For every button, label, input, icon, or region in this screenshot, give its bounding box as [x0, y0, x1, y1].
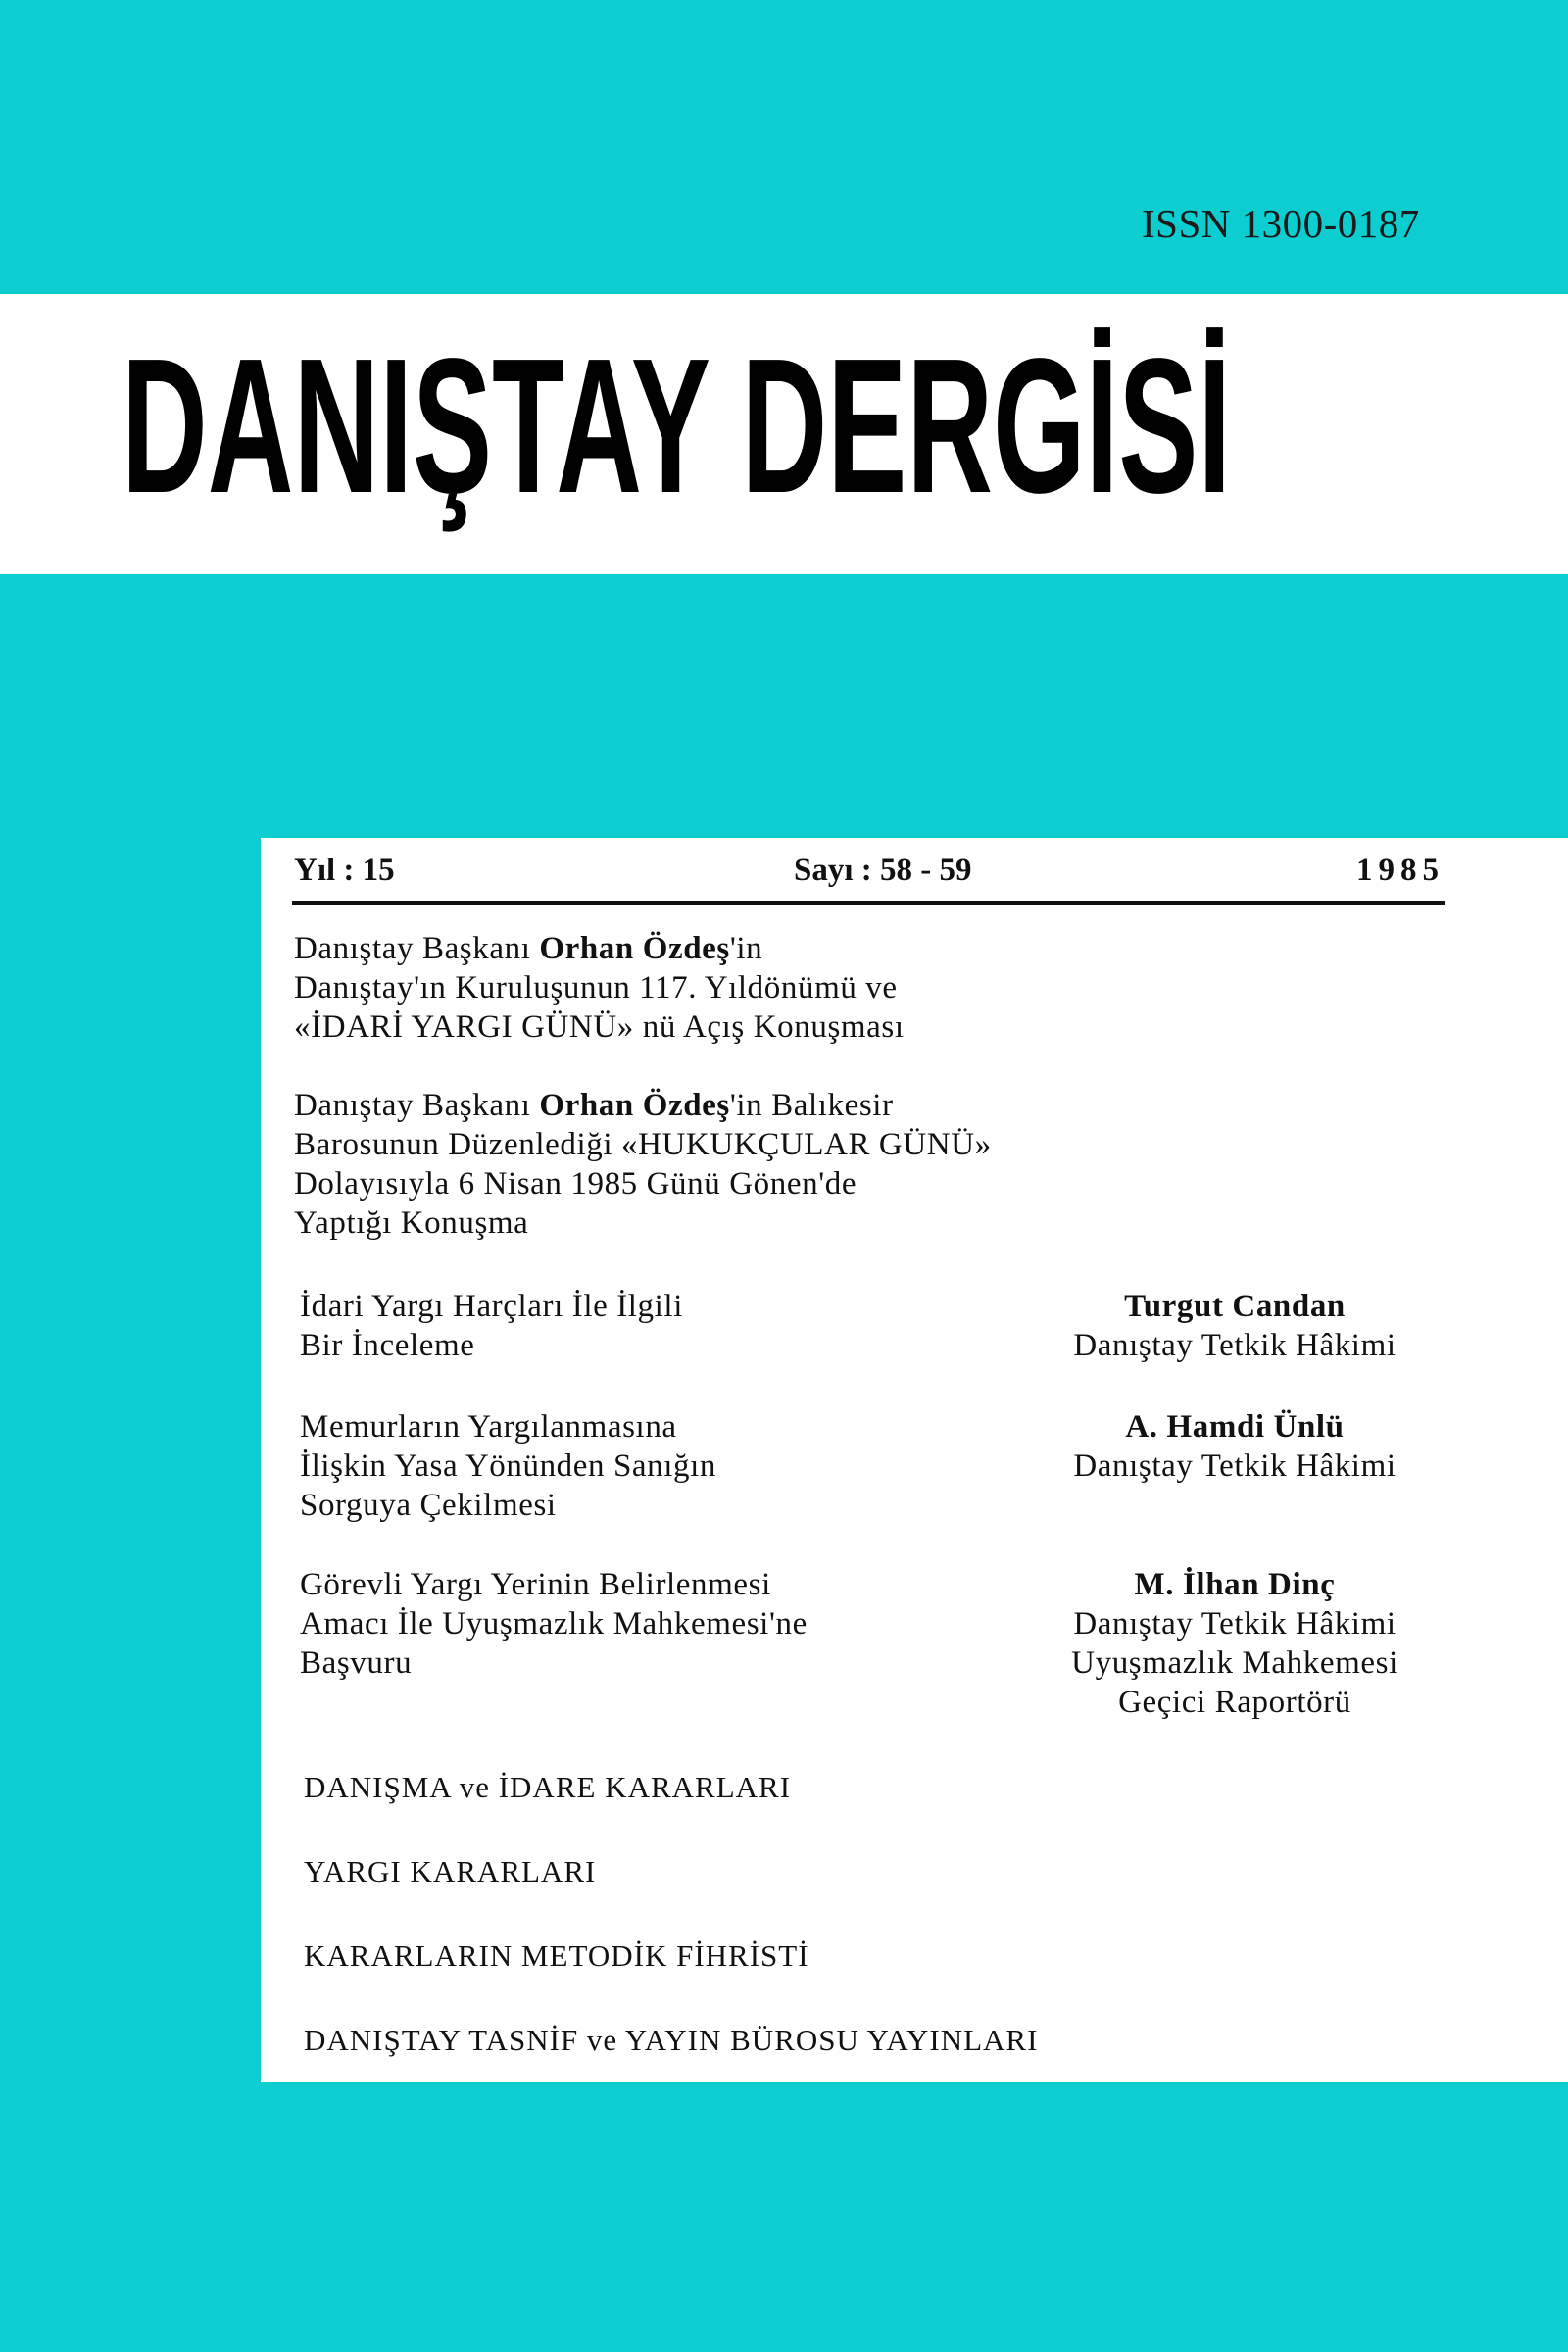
issue-number: Sayı : 58 - 59 [794, 853, 972, 888]
publication-year: 1985 [1356, 853, 1445, 888]
article-2-title [294, 1086, 992, 1243]
article-2-line-3: Dolayısıyla 6 Nisan 1985 Günü Gönen'de [294, 1166, 858, 1201]
article-3-title [300, 1287, 683, 1365]
article-3-line-2: Bir İnceleme [300, 1328, 475, 1363]
article-5-author-name: M. İlhan Dinç [1134, 1567, 1336, 1602]
section-yargi-kararlari: YARGI KARARLARI [304, 1854, 597, 1888]
article-3-author-role: Danıştay Tetkik Hâkimi [1073, 1328, 1396, 1363]
issn-label: ISSN 1300-0187 [1142, 201, 1420, 246]
article-5-author-role-2: Uyuşmazlık Mahkemesi [1071, 1645, 1398, 1681]
article-5-line-3: Başvuru [300, 1645, 413, 1681]
section-yayinlar: DANIŞTAY TASNİF ve YAYIN BÜROSU YAYINLARI [304, 2023, 1039, 2057]
article-4-line-3: Sorguya Çekilmesi [300, 1488, 557, 1523]
article-3-author [1019, 1287, 1450, 1365]
article-4-author [1019, 1407, 1450, 1486]
article-4-author-name: A. Hamdi Ünlü [1125, 1409, 1345, 1445]
article-3-author-name: Turgut Candan [1124, 1289, 1346, 1324]
article-2-line-4: Yaptığı Konuşma [294, 1205, 529, 1241]
article-2-line-1: Danıştay Başkanı Orhan Özdeş'in Balıkesir [294, 1088, 894, 1123]
section-metodik-fihrist: KARARLARIN METODİK FİHRİSTİ [304, 1938, 809, 1973]
section-danisma-idare: DANIŞMA ve İDARE KARARLARI [304, 1770, 792, 1804]
header-rule [292, 901, 1445, 905]
article-1-title [294, 929, 905, 1047]
article-5-author [1019, 1565, 1450, 1722]
article-1-line-3: «İDARİ YARGI GÜNÜ» nü Açış Konuşması [294, 1009, 905, 1045]
article-1-line-1: Danıştay Başkanı Orhan Özdeş'in [294, 931, 763, 966]
issue-year-number: Yıl : 15 [294, 853, 395, 888]
article-4-line-2: İlişkin Yasa Yönünden Sanığın [300, 1448, 717, 1484]
journal-title: DANIŞTAY DERGİSİ [122, 318, 1232, 533]
article-4-author-role: Danıştay Tetkik Hâkimi [1073, 1448, 1396, 1484]
article-3-line-1: İdari Yargı Harçları İle İlgili [300, 1289, 683, 1324]
article-2-line-2: Barosunun Düzenlediği «HUKUKÇULAR GÜNÜ» [294, 1127, 992, 1162]
article-5-author-role-1: Danıştay Tetkik Hâkimi [1073, 1606, 1396, 1642]
article-5-line-2: Amacı İle Uyuşmazlık Mahkemesi'ne [300, 1606, 808, 1642]
article-5-line-1: Görevli Yargı Yerinin Belirlenmesi [300, 1567, 771, 1602]
article-1-line-2: Danıştay'ın Kuruluşunun 117. Yıldönümü ve [294, 970, 898, 1005]
article-5-author-role-3: Geçici Raportörü [1118, 1685, 1351, 1720]
article-4-line-1: Memurların Yargılanmasına [300, 1409, 677, 1445]
article-4-title [300, 1407, 716, 1525]
issue-header [294, 853, 1445, 902]
article-5-title [300, 1565, 808, 1683]
